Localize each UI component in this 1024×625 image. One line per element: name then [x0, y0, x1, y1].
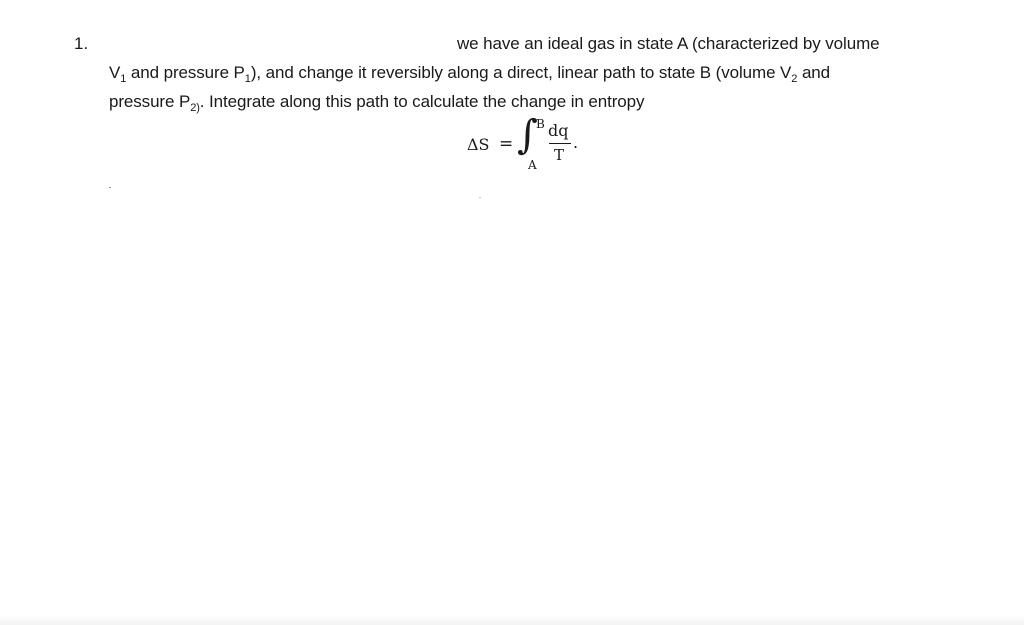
- line-3-segment-a: pressure P: [109, 92, 191, 111]
- volume-2-subscript: 2: [791, 73, 798, 85]
- question-text-line-1: we have an ideal gas in state A (characterized by volume: [457, 34, 880, 53]
- equation-lhs: ΔS: [467, 135, 490, 154]
- question-number: 1.: [74, 34, 89, 53]
- line-2-segment-a: and pressure P: [126, 63, 245, 82]
- pressure-1-subscript: 1: [244, 73, 251, 85]
- line-3-segment-b: . Integrate along this path to calculate the change in entropy: [199, 92, 645, 111]
- fraction-bar: [549, 143, 571, 144]
- page-bottom-edge: [0, 615, 1024, 625]
- entropy-equation: [467, 112, 607, 177]
- volume-1-subscript: 1: [120, 73, 127, 85]
- line-2-segment-c: and: [797, 63, 831, 82]
- line-2-segment-b: ), and change it reversibly along a direct, linear path to state B (volume V: [250, 63, 792, 82]
- fraction-numerator: dq: [548, 121, 569, 140]
- pressure-2-subscript: 2): [190, 102, 200, 114]
- equals-sign: =: [499, 134, 514, 154]
- question-text-line-3: [109, 92, 644, 112]
- question-text-line-2: [109, 63, 830, 83]
- fraction-denominator: T: [554, 146, 565, 164]
- upper-limit: B: [536, 117, 545, 131]
- scan-speck: [109, 187, 111, 188]
- lower-limit: A: [528, 158, 537, 172]
- integral-sign: ∫: [517, 112, 538, 158]
- scan-speck: [479, 197, 481, 198]
- volume-symbol: V: [109, 63, 121, 82]
- equation-period: .: [573, 133, 579, 152]
